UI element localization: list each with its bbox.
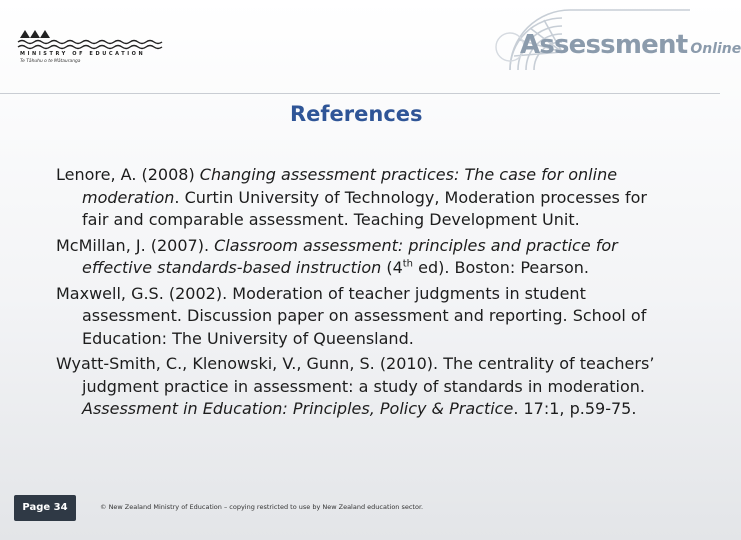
reference-list — [56, 164, 666, 424]
brand-sub-text: Online — [690, 41, 741, 57]
header-divider — [0, 93, 720, 94]
page-number: Page 34 — [22, 502, 68, 513]
slide-title: References — [290, 102, 423, 126]
reference-author: Lenore, A. (2008) — [56, 165, 200, 184]
reference-item-wyatt-smith — [56, 353, 666, 421]
reference-item-maxwell — [56, 283, 666, 351]
brand-main-text: Assessment — [520, 30, 688, 60]
reference-item-mcmillan — [56, 235, 666, 280]
reference-item-lenore — [56, 164, 666, 232]
reference-title: Changing assessment practices: The case for online moderation — [82, 165, 618, 207]
page-number-badge — [14, 495, 76, 521]
reference-superscript: th — [402, 258, 414, 270]
ministry-emblem-icon — [14, 24, 174, 50]
reference-details-end: ed). Boston: Pearson. — [413, 258, 589, 277]
reference-author: Wyatt-Smith, C., Klenowski, V., Gunn, S. (2010). The centrality of teachers’ judgment practice in assessment: a study of standards in moderation. — [56, 354, 655, 396]
assessment-online-logo — [440, 0, 741, 90]
reference-title: Classroom assessment: principles and practice for effective standards-based instruction — [82, 235, 618, 277]
reference-author: McMillan, J. (2007). — [56, 235, 215, 255]
ministry-maori-name: Te Tāhuhu o te Mātauranga — [20, 59, 81, 64]
ministry-logo — [14, 24, 174, 74]
reference-details: . Curtin University of Technology, Moderation processes for fair and comparable assessment. Teaching Development Unit. — [82, 187, 647, 229]
reference-journal: Assessment in Education: Principles, Policy & Practice — [82, 399, 514, 418]
reference-details: (4 — [381, 258, 403, 277]
ministry-name: MINISTRY OF EDUCATION — [20, 51, 146, 57]
copyright-notice: © New Zealand Ministry of Education – copying restricted to use by New Zealand education sector. — [100, 503, 424, 511]
brand-wordmark — [520, 30, 741, 60]
reference-text: Maxwell, G.S. (2002). Moderation of teacher judgments in student assessment. Discussion paper on assessment and reporting. School of Education: The University of Queensland. — [56, 283, 647, 348]
reference-details: . 17:1, p.59-75. — [513, 399, 637, 418]
